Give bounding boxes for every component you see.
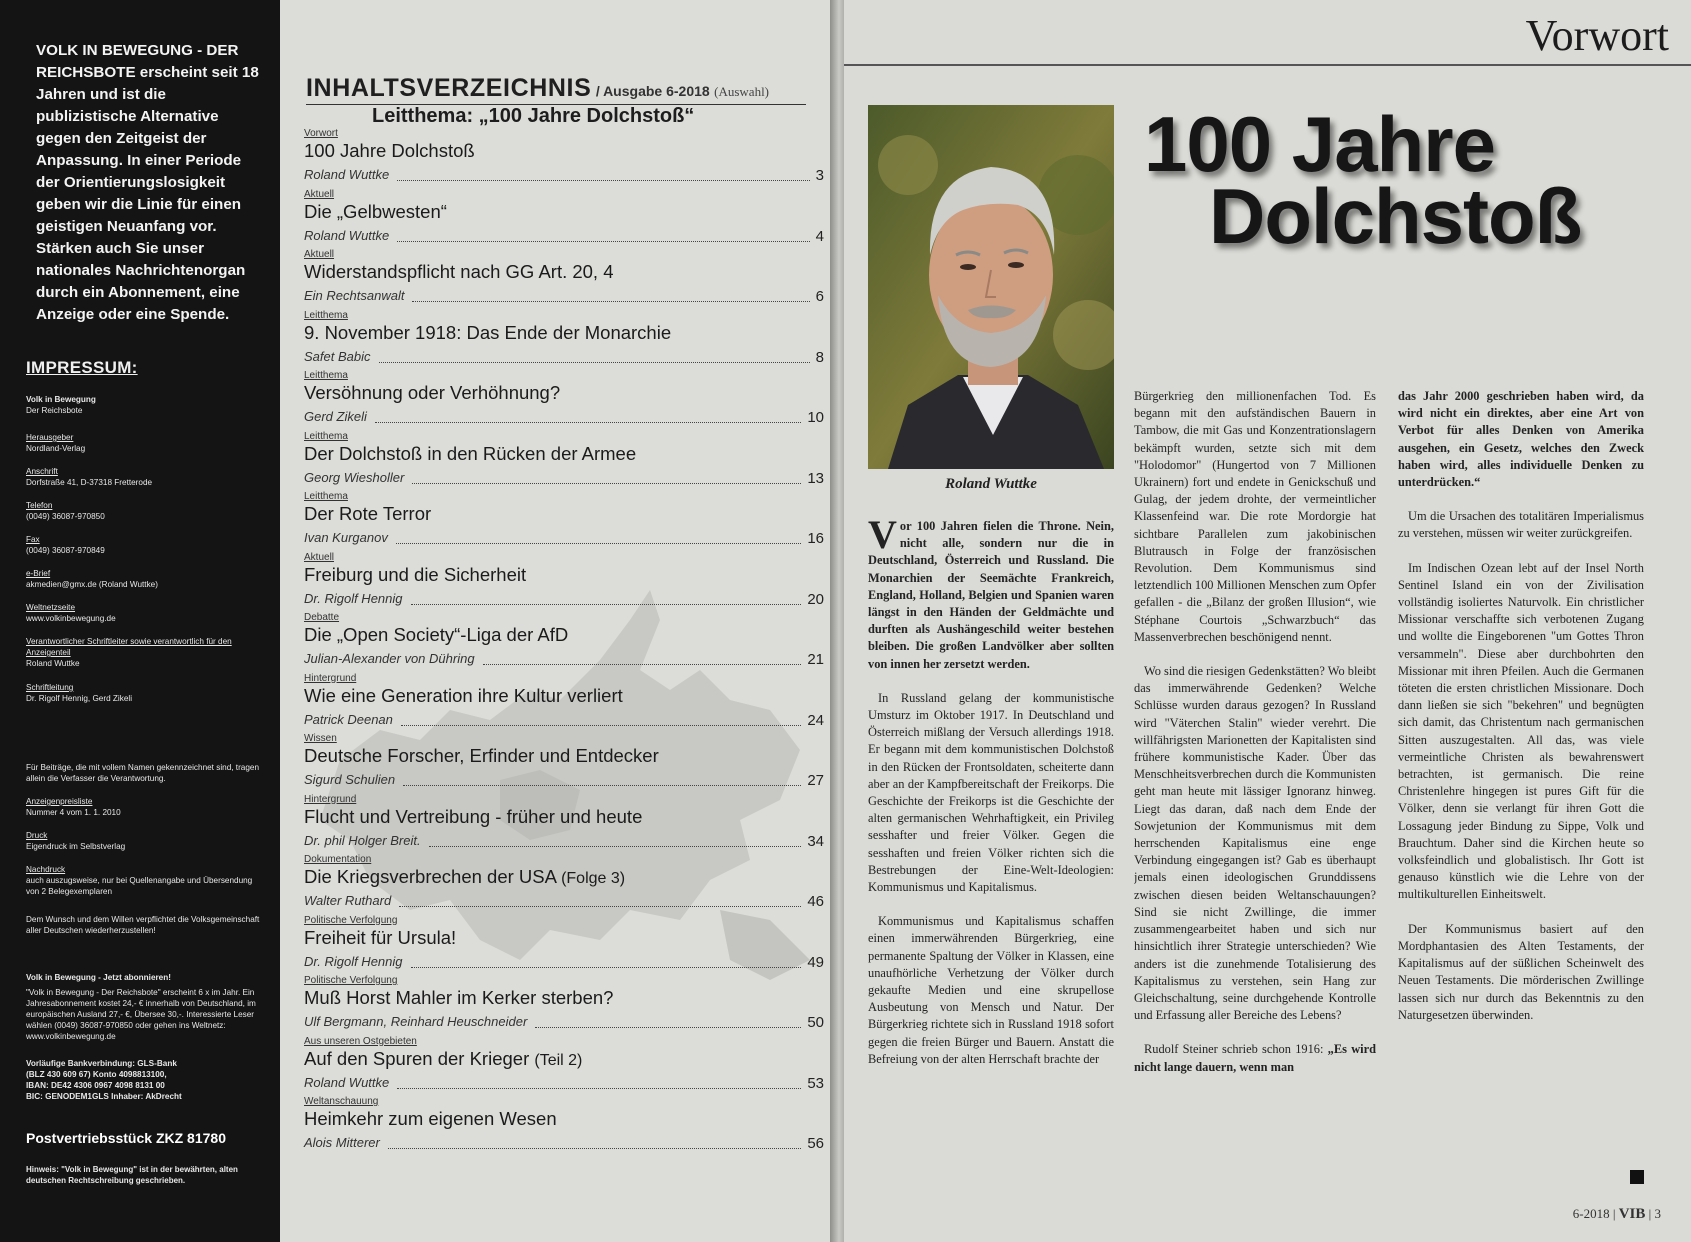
telefon-label: Telefon [26, 501, 53, 510]
lead-paragraph [868, 518, 1114, 673]
toc-entry-category: Leitthema [304, 309, 348, 321]
toc-entry-page-number: 49 [807, 953, 824, 971]
toc-entry-title-text: Muß Horst Mahler im Kerker sterben? [304, 987, 614, 1008]
wunsch-note: Dem Wunsch und dem Willen verpflichtet die Volksgemeinschaft aller Deutschen wiederherzustellen! [26, 915, 260, 935]
article-column-1 [868, 518, 1114, 1208]
herausgeber-label: Herausgeber [26, 433, 74, 442]
toc-entry-author: Roland Wuttke [304, 227, 390, 243]
web-value[interactable]: www.volkinbewegung.de [26, 614, 116, 623]
bank-bic: BIC: GENODEM1GLS Inhaber: AkDrecht [26, 1092, 182, 1101]
toc-entry-category: Hintergrund [304, 793, 357, 805]
verantwortlich-value: Roland Wuttke [26, 659, 80, 668]
toc-entry-title-text: Freiburg und die Sicherheit [304, 563, 527, 585]
toc-entry-title-suffix: (Teil 2) [534, 1051, 583, 1069]
email-block [26, 568, 262, 590]
toc-entry-title [304, 624, 568, 646]
toc-entry-title [304, 564, 526, 586]
toc-entry[interactable] [304, 1096, 824, 1156]
toc-entry[interactable] [304, 854, 824, 914]
toc-entry-leader-dots [401, 725, 801, 726]
preisliste-value: Nummer 4 vom 1. 1. 2010 [26, 808, 121, 817]
toc-entry-title [304, 927, 456, 949]
toc-entry-category: Dokumentation [304, 854, 372, 865]
toc-entry-author: Ivan Kurganov [304, 530, 388, 545]
toc-entry-page-number: 53 [807, 1074, 824, 1092]
toc-entry[interactable] [304, 733, 824, 793]
toc-entry-title [304, 866, 625, 888]
paragraph: Um die Ursachen des totalitären Imperialismus zu verstehen, müssen wir weiter zurückgreifen. [1398, 509, 1644, 541]
toc-entry-category: Leitthema [304, 370, 348, 381]
toc-entry-title [304, 382, 560, 404]
toc-entry-category: Vorwort [304, 128, 338, 139]
abo-block [26, 972, 262, 1042]
toc-entry[interactable] [304, 249, 824, 309]
verantwortlich-block [26, 636, 262, 669]
verantwortlich-label: Verantwortlicher Schriftleiter sowie verantwortlich für den Anzeigenteil [26, 637, 232, 657]
toc-entry-title-text: Freiheit für Ursula! [304, 926, 457, 948]
toc-entry-category: Hintergrund [304, 672, 357, 684]
toc-entry-title-text: Wie eine Generation ihre Kultur verliert [304, 684, 623, 706]
photo-caption: Roland Wuttke [945, 476, 1037, 492]
abo-heading: Volk in Bewegung - Jetzt abonnieren! [26, 973, 171, 982]
toc-entry[interactable] [304, 491, 824, 551]
fax-label: Fax [26, 535, 40, 544]
schriftleitung-label: Schriftleitung [26, 683, 74, 692]
bank-heading: Vorläufige Bankverbindung: GLS-Bank [26, 1059, 177, 1068]
paragraph: Kommunismus und Kapitalismus schaffen einen immerwährenden Bürgerkrieg, eine permanente Spaltung der Völker in Klassen, eine unaufhörliche Verhetzung der Völker durch gekaufte Medien und eine skrupellose Ausbeutung von Mensch und Natur. Der Bürgerkrieg richtete sich in Russland 1918 sofort gegen die freien Bürger und Bauern. Anstatt die Befreiung von der alten Herrschaft brachte der [868, 914, 1114, 1066]
toc-entry-title-text: Der Dolchstoß in den Rücken der Armee [304, 442, 637, 464]
web-block [26, 602, 262, 624]
toc-entry[interactable] [304, 189, 824, 249]
publication-block [26, 394, 262, 416]
toc-entry-leader-dots [411, 604, 801, 605]
toc-entry-title-text: Versöhnung oder Verhöhnung? [304, 382, 561, 403]
toc-entry-leader-dots [429, 846, 801, 847]
paragraph [1134, 1041, 1376, 1075]
toc-entry-title [304, 140, 475, 162]
author-photo [868, 105, 1114, 469]
druck-label: Druck [26, 831, 48, 840]
toc-entry-title [304, 806, 642, 828]
toc-entry-title [304, 201, 447, 223]
toc-entry-title [304, 987, 613, 1009]
section-rule [844, 64, 1691, 66]
footer-issue: 6-2018 [1572, 1206, 1610, 1221]
bank-iban: IBAN: DE42 4306 0967 4098 8131 00 [26, 1081, 165, 1090]
toc-entry[interactable] [304, 975, 824, 1035]
paragraph: Der Kommunismus basiert auf den Mordphantasien des Alten Testaments, der Kapitalismus auf der süßlichen Scheinwelt des Neuen Testaments. Die mörderischen Zwillinge lassen sich nur durch das Bekenntnis zu den Naturgesetzen überwinden. [1398, 921, 1644, 1022]
footer-logo: VIB [1618, 1206, 1646, 1222]
toc-entry-author: Patrick Deenan [304, 711, 393, 727]
toc-entry-title-text: Deutsche Forscher, Erfinder und Entdecker [304, 745, 659, 766]
nachdruck-block [26, 864, 262, 897]
toc-entry-author: Dr. Rigolf Hennig [304, 590, 403, 606]
toc-entry-title [304, 443, 636, 465]
article-headline [1134, 100, 1654, 260]
toc-entry-author: Walter Ruthard [304, 893, 392, 908]
druck-block [26, 830, 262, 852]
toc-entry[interactable] [304, 612, 824, 672]
paragraph: Wo sind die riesigen Gedenkstätten? Wo bleibt das immerwährende Gedenken? Welche Schlüsse wurden daraus gezogen? In Russland wird "Väterchen Stalin" wieder verehrt. Die willfährigsten Marionetten der Kapitalisten sind frühere kommunistische Kader. Über das Menschheitsverbrechen durch die Kommunisten geht man heute mit lässiger Ignoranz hinweg. Liegt das daran, daß nach dem Ende der Sowjetunion der Kommunismus mit dem herrschenden Kapitalismus eine enge Verbindung eingegangen ist? Gab es überhaupt jemals einen ideologischen Grunddissens zwischen diesen beiden Weltanschauungen? Sind sie nicht Zwillinge, die immer zusammengearbeitet haben und sich nur hinsichtlich ihrer Strategie unterschieden? Wie anders ist die zunehmende Totalisierung des Kapitalismus zu verstehen, sein Hang zur Gleichschaltung, seine durchgehende Kontrolle und Erfassung aller Bereiche des Lebens? [1134, 664, 1376, 1023]
toc-entry-author: Ulf Bergmann, Reinhard Heuschneider [304, 1014, 528, 1029]
schriftleitung-value: Dr. Rigolf Hennig, Gerd Zikeli [26, 694, 133, 703]
toc-entry[interactable] [304, 431, 824, 491]
paragraph: Im Indischen Ozean lebt auf der Insel North Sentinel Island ein von der Zivilisation vollständig isoliertes Naturvolk. Ein christlicher Missionar verschaffte sich verbotenen Zugang und wollte die Eingeborenen "um Gottes Thron versammeln". Diese aber durchbohrten den Missionar mit ihren Pfeilen. Auch die Germanen töteten die ersten christlichen Missionare. Doch dann ließen sie sich "bekehren" und begnügten sich damit, das Christentum nach germanischen Sitten auszugestalten. All das, was viele vermeintliche Christen als bewahrenswert betrachten, ist germanisch. Die reine Christenlehre hingegen ist pures Gift für die Völker, denn sie verlangt für ihren Gott die Lossagung jeder Bindung zu Sippe, Volk und Brauchtum. Daher sind die Kirchen heute so volksfeindlich und globalistisch. Ihr Gott ist genauso künstlich wie die Lehre von der multikulturellen Einheitswelt. [1398, 560, 1644, 902]
toc-entry-page-number: 50 [807, 1014, 824, 1031]
toc-entry-category: Aus unseren Ostgebieten [304, 1035, 417, 1047]
toc-entry-category: Aktuell [304, 188, 335, 200]
toc-entry-category: Politische Verfolgung [304, 914, 398, 926]
toc-entry-author: Ein Rechtsanwalt [304, 288, 405, 303]
toc-entry-page-number: 21 [807, 651, 824, 668]
publication-subtitle: Der Reichsbote [26, 406, 83, 415]
telefon-block [26, 500, 262, 522]
right-page [844, 0, 1691, 1242]
toc-entry-title [304, 745, 659, 767]
toc-entry-title-text: Die „Open Society“-Liga der AfD [304, 624, 569, 645]
druck-value: Eigendruck im Selbstverlag [26, 842, 126, 851]
paragraph: In Russland gelang der kommunistische Umsturz im Oktober 1917. In Deutschland und Österreich mißlang der Versuch allerdings 1918. Er begann mit dem kommunistischen Dolchstoß in den Rücken der Frontsoldaten, scheiterte dann aber an der Kampfbereitschaft der Freikorps. Die Geschichte der Freikorps ist die Geschichte der alten germanischen Wehrhaftigkeit, ein Privileg sesshafter und freier Völker. Gegen die sesshaften und freien Völker richten sich die Bestrebungen der Eine-Welt-Ideologien: Kommunismus und Kapitalismus. [868, 690, 1114, 895]
toc-entry-leader-dots [396, 543, 801, 544]
steiner-quote-start: „Es wird nicht lange dauern, wenn man [1134, 1042, 1376, 1074]
email-value[interactable]: akmedien@gmx.de (Roland Wuttke) [26, 580, 158, 589]
toc-entry-leader-dots [397, 1088, 801, 1089]
toc-entry-leader-dots [483, 664, 801, 665]
toc-entry-page-number: 56 [807, 1135, 824, 1152]
toc-selection-note: (Auswahl) [714, 84, 770, 99]
toc-entry-title-text: Die Kriegsverbrechen der USA [304, 866, 556, 887]
bank-blz: (BLZ 430 609 67) Konto 4098813100, [26, 1070, 167, 1079]
toc-entry[interactable] [304, 128, 824, 188]
toc-entry-title-text: Der Rote Terror [304, 503, 432, 524]
web-label: Weltnetzseite [26, 603, 75, 612]
article-column-3 [1398, 388, 1644, 1118]
nachdruck-value: auch auszugsweise, nur bei Quellenangabe und Übersendung von 2 Belegexemplaren [26, 876, 253, 896]
toc-entry-leader-dots [375, 422, 801, 423]
telefon-value: (0049) 36087-970850 [26, 512, 105, 521]
toc-entry-author: Julian-Alexander von Dühring [304, 651, 475, 666]
drop-cap: V [868, 518, 897, 557]
toc-entry-page-number: 3 [815, 167, 824, 184]
toc-entry-author: Dr. Rigolf Hennig [304, 953, 403, 969]
beitraege-note: Für Beiträge, die mit vollem Namen gekennzeichnet sind, tragen allein die Verfasser die Verantwortung. [26, 763, 260, 783]
toc-entry[interactable] [304, 552, 824, 612]
toc-entry-title-text: 100 Jahre Dolchstoß [304, 140, 475, 161]
toc-entry-page-number: 46 [807, 893, 824, 910]
toc-entry[interactable] [304, 1036, 824, 1096]
schriftleitung-block [26, 682, 262, 704]
toc-entry-leader-dots [397, 180, 810, 181]
left-page [0, 0, 835, 1242]
toc-entry-leader-dots [379, 362, 810, 363]
steiner-intro: Rudolf Steiner schrieb schon 1916: [1144, 1042, 1324, 1057]
toc-entry-category: Politische Verfolgung [304, 975, 398, 986]
toc-entry-category: Leitthema [304, 430, 348, 442]
toc-entry-leader-dots [388, 1148, 801, 1149]
toc-leitthema: Leitthema: „100 Jahre Dolchstoß“ [372, 105, 695, 127]
toc-entry-page-number: 20 [807, 590, 824, 608]
toc-entry-page-number: 24 [807, 711, 824, 729]
toc-entry-title-text: Auf den Spuren der Krieger [304, 1047, 530, 1069]
toc-entry-title [304, 685, 623, 707]
toc-entry-leader-dots [412, 483, 801, 484]
anschrift-value: Dorfstraße 41, D-37318 Fretterode [26, 478, 153, 487]
toc-entry-category: Aktuell [304, 249, 335, 260]
toc-entry-category: Wissen [304, 733, 337, 744]
toc-entry[interactable] [304, 673, 824, 733]
toc-entry-category: Aktuell [304, 551, 335, 563]
toc-entry-title-text: Flucht und Vertreibung - früher und heute [304, 805, 643, 827]
toc-entry-category: Debatte [304, 612, 340, 623]
impressum-heading: IMPRESSUM: [26, 358, 138, 377]
toc-entry-title [304, 322, 671, 344]
toc-entry-author: Safet Babic [304, 348, 371, 364]
impressum-strip [0, 0, 280, 1242]
toc-entry-author: Roland Wuttke [304, 1074, 390, 1090]
email-label: e-Brief [26, 569, 51, 578]
toc-entry-title-suffix: (Folge 3) [561, 870, 626, 887]
toc-entry-title [304, 261, 614, 283]
footer-page-number: 3 [1654, 1206, 1661, 1221]
toc-entry-author: Sigurd Schulien [304, 772, 396, 787]
fax-block [26, 534, 262, 556]
preisliste-block [26, 796, 262, 818]
steiner-quote-end: das Jahr 2000 geschrieben haben wird, da wird nicht ein direktes, aber eine Art von Verbot für alles Denken von Amerika ausgehen, ein Gesetz, welches den Zweck haben wird, alles individuelle Denken zu unterdrücken.“ [1398, 389, 1644, 490]
toc-entry-leader-dots [397, 241, 810, 242]
article-end-mark [1630, 1170, 1644, 1184]
toc-entry-page-number: 16 [807, 530, 824, 547]
herausgeber-block [26, 432, 262, 454]
toc-entry-leader-dots [399, 906, 801, 907]
toc-entry-leader-dots [535, 1027, 801, 1028]
publication-title: Volk in Bewegung [26, 395, 96, 404]
toc-entry-author: Gerd Zikeli [304, 409, 367, 424]
toc-entry-page-number: 27 [807, 772, 824, 789]
anschrift-label: Anschrift [26, 467, 58, 476]
toc-entry[interactable] [304, 794, 824, 854]
page-footer: 6-2018 | VIB | 3 [1572, 1206, 1661, 1222]
toc-entry-page-number: 6 [815, 288, 824, 305]
anschrift-block [26, 466, 262, 488]
toc-entry-page-number: 34 [807, 832, 824, 850]
fax-value: (0049) 36087-970849 [26, 546, 105, 555]
intro-text: VOLK IN BEWEGUNG - DER REICHSBOTE erscheint seit 18 Jahren und ist die publizistische Alternative gegen den Zeitgeist der Anpassung. In einer Periode der Orientierungslosigkeit geben wir die Linie für einen geistigen Neuanfang vor. Stärken auch Sie unser nationales Nachrichtenorgan durch ein Abonnement, eine Anzeige oder eine Spende. [36, 42, 259, 323]
toc-header [306, 74, 826, 103]
headline-line-1: 100 Jahre [1144, 100, 1495, 188]
toc-issue: / Ausgabe 6-2018 [595, 83, 710, 99]
toc-entry-author: Dr. phil Holger Breit. [304, 832, 421, 848]
toc-entry-author: Georg Wiesholler [304, 469, 405, 485]
headline-line-2: Dolchstoß [1209, 172, 1582, 260]
toc-entry-title-text: 9. November 1918: Das Ende der Monarchie [304, 321, 672, 343]
paragraph: Bürgerkrieg den millionenfachen Tod. Es begann mit den aufständischen Bauern in Tambow, die mit Gas und Konzentrationslagern bekämpft wurden, setzte sich mit dem "Holodomor" (Hungertod von 7 Millionen Ukrainern) fort und endete in Genickschuß und Gulag, der jedem drohte, der vermeintlicher Klassenfeind war. Die rote Mordorgie hat sichtbare Parallelen zum jakobinischen Blutrausch in Folge der französischen Revolution. Dem Kommunismus sind letztendlich 100 Millionen Menschen zum Opfer gefallen - die „Bilanz der großen Illusion“, wie Stéphane Courtois „Schwarzbuch“ das Massenverbrechen beschönigend nennt. [1134, 389, 1376, 644]
toc-entry-title [304, 503, 431, 525]
toc-entry-title-text: Die „Gelbwesten“ [304, 200, 447, 222]
toc-entry-category: Leitthema [304, 491, 348, 502]
toc-entry-page-number: 10 [807, 409, 824, 426]
article-column-2 [1134, 388, 1376, 1188]
zkz-label: Postvertriebsstück ZKZ 81780 [26, 1130, 226, 1146]
toc-entry-author: Alois Mitterer [304, 1135, 380, 1150]
toc-entry-page-number: 8 [815, 348, 824, 366]
herausgeber-value: Nordland-Verlag [26, 444, 86, 453]
toc-entry-title [304, 1108, 557, 1130]
section-label: Vorwort [1525, 11, 1669, 60]
toc-entry-leader-dots [403, 785, 801, 786]
toc-entry-page-number: 13 [807, 469, 824, 487]
toc-entry[interactable] [304, 370, 824, 430]
toc-entry-leader-dots [412, 301, 810, 302]
lead-text: or 100 Jahren fielen die Throne. Nein, nicht alle, sondern nur die in Deutschland, Österreich und Russland. Die Monarchien der Seemächte Frankreich, England, Holland, Belgien und Spanien waren längst in den Händen der Geldmächte und durften als Aushängeschild weiter bestehen bleiben. Die großen Landvölker aber sollten von innen her zersetzt werden. [868, 519, 1114, 671]
author-portrait-image [868, 105, 1114, 469]
hinweis-note: Hinweis: "Volk in Bewegung" ist in der bewährten, alten deutschen Rechtschreibung geschrieben. [26, 1165, 238, 1185]
toc-entry-category: Weltanschauung [304, 1096, 379, 1107]
toc-entry-title-text: Widerstandspflicht nach GG Art. 20, 4 [304, 261, 614, 282]
nachdruck-label: Nachdruck [26, 865, 66, 874]
toc-entry-author: Roland Wuttke [304, 167, 390, 182]
toc-entry[interactable] [304, 915, 824, 975]
toc-entry[interactable] [304, 310, 824, 370]
preisliste-label: Anzeigenpreisliste [26, 797, 93, 806]
toc-entry-title-text: Heimkehr zum eigenen Wesen [304, 1108, 557, 1129]
toc-entry-leader-dots [411, 967, 801, 968]
toc-title: INHALTSVERZEICHNIS [306, 74, 592, 102]
table-of-contents [280, 0, 835, 1242]
bank-block [26, 1058, 262, 1102]
toc-entry-page-number: 4 [815, 227, 824, 245]
abo-text: "Volk in Bewegung - Der Reichsbote" erscheint 6 x im Jahr. Ein Jahresabonnement kostet 24,- € innerhalb von Deutschland, im europäischen Ausland 27,- €, Übersee 30,-. Interessierte Leser wählen (0049) 36087-970850 oder gehen ins Weltnetz: www.volkinbewegung.de [26, 988, 256, 1041]
toc-entry-title [304, 1048, 582, 1070]
